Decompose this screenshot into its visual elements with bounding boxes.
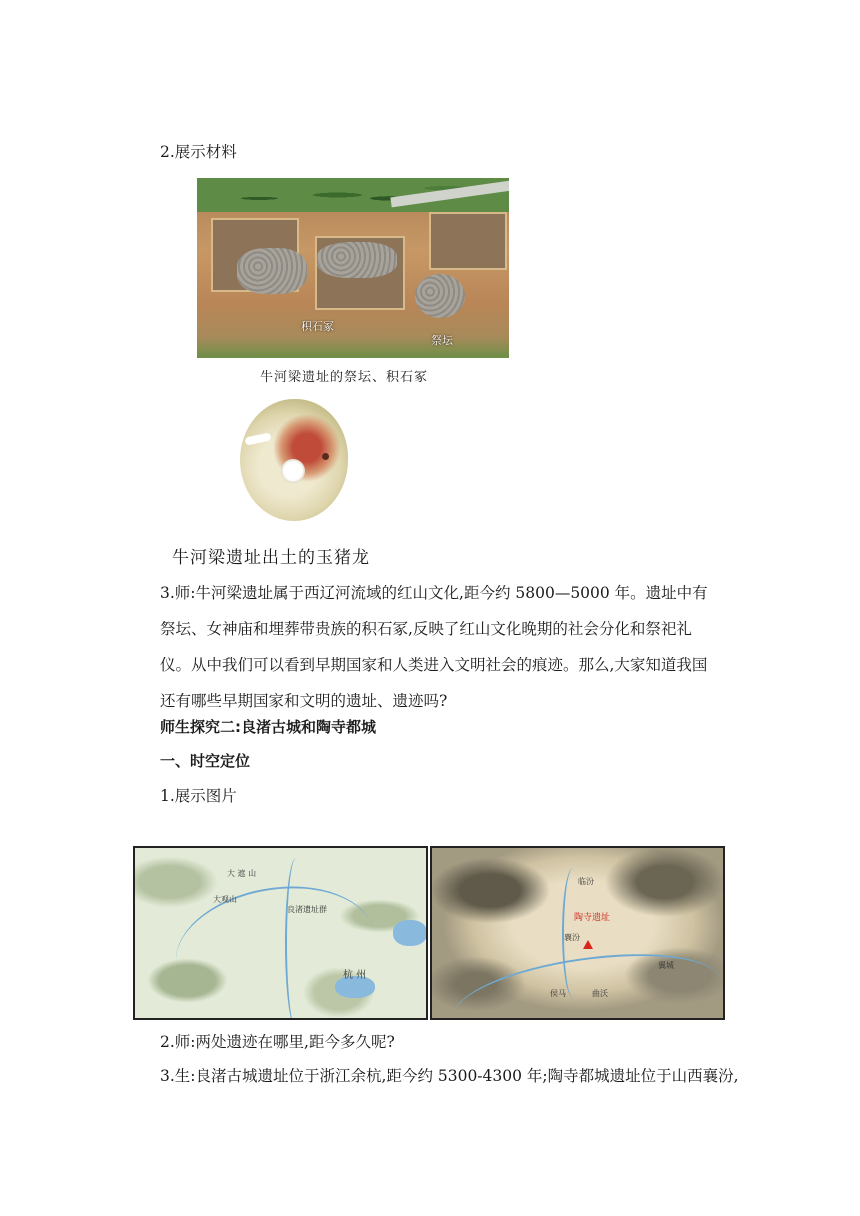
label-jishizhong: 积石冢	[301, 320, 334, 333]
item-1: 1.展示图片	[160, 787, 237, 805]
stone-mound	[317, 242, 397, 278]
map-label: 襄汾	[564, 933, 580, 942]
jade-pig-dragon-figure	[162, 393, 422, 571]
map-label: 临汾	[578, 877, 594, 886]
river	[448, 940, 725, 1020]
teacher-paragraph	[160, 575, 720, 719]
figure1-caption: 牛河梁遗址的祭坛、积石冢	[260, 370, 429, 385]
excavation-pit	[429, 212, 507, 270]
map-label: 曲沃	[592, 989, 608, 998]
taosi-map	[430, 846, 725, 1020]
map-label-taosi: 陶寺遗址	[574, 913, 611, 923]
jade-hole	[281, 459, 305, 483]
heading-section-1: 一、时空定位	[160, 752, 251, 770]
stone-mound	[237, 248, 307, 294]
map-label: 侯马	[550, 989, 566, 998]
label-jitan: 祭坛	[431, 334, 453, 347]
jade-eye	[322, 453, 329, 460]
liangzhu-map	[133, 846, 428, 1020]
heading-explore-2: 师生探究二:良渚古城和陶寺都城	[160, 718, 377, 736]
item-3: 3.生:良渚古城遗址位于浙江余杭,距今约 5300-4300 年;陶寺都城遗址位于山西襄汾,	[160, 1067, 739, 1085]
paragraph-3-text: 3.师:牛河梁遗址属于西辽河流域的红山文化,距今约 5800—5000 年。遗址中有祭坛、女神庙和埋葬带贵族的积石冢,反映了红山文化晚期的社会分化和祭祀礼仪。从中我们可以看到早期国家和人类进入文明社会的痕迹。那么,大家知道我国还有哪些早期国家和文明的遗址、遗迹吗?	[160, 584, 708, 710]
altar-stones	[415, 274, 465, 318]
item-2: 2.师:两处遗迹在哪里,距今多久呢?	[160, 1033, 395, 1051]
map-label: 大观山	[213, 895, 237, 904]
excavation-aerial-photo	[197, 178, 509, 358]
section-item-2: 2.展示材料	[160, 143, 237, 161]
map-label: 大 遮 山	[227, 869, 257, 878]
river	[285, 858, 307, 1020]
map-label: 翼城	[658, 961, 674, 970]
map-label: 杭 州	[343, 970, 367, 981]
map-label: 良渚遗址群	[287, 905, 327, 914]
site-marker-icon	[583, 940, 593, 949]
figure2-caption: 牛河梁遗址出土的玉猪龙	[172, 548, 370, 568]
lake	[393, 920, 427, 946]
